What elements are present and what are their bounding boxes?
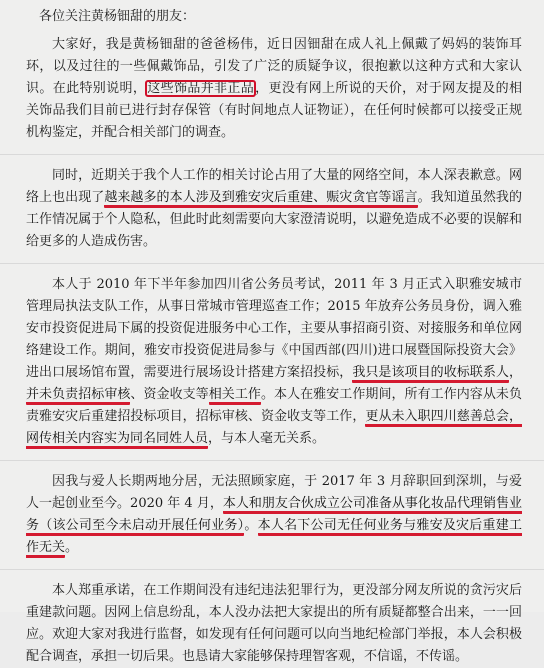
underline-highlight-no-business: 本人名下公司无任何业务与雅安及灾后重建工作无关 bbox=[26, 518, 522, 558]
paragraph-3-text-i: ，与本人毫无关系。 bbox=[208, 431, 326, 446]
paragraph-4-text-a: 因我与爱人长期两地分居，无法照顾家庭，于 2017 年 3 月辞职回到深圳，与爱人一起创业至今。2020 年 4 月， bbox=[26, 474, 522, 511]
divider bbox=[0, 460, 544, 461]
paragraph-3-text-c: ， bbox=[508, 365, 522, 380]
paragraph-2-text-a: 同时，近期关于我个人工作的相关讨论占用了大量的网络空间，本人深表歉意。网络上也出现了 bbox=[26, 168, 522, 205]
underline-highlight-related-work: 相关工作 bbox=[209, 387, 261, 405]
paragraph-4-text-e: 。 bbox=[65, 540, 79, 555]
paragraph-1-text-c: ，更没有网上所说的天价，对于网友提及的相关饰品我们目前已进行封存保管（有时间地点人证物证），在任何时候都可以接受正规机构鉴定，并配合相关部门的调查。 bbox=[26, 81, 522, 140]
paragraph-1-text-a: 大家好，我是黄杨钿甜的爸爸杨伟，近日因钿甜在成人礼上佩戴了妈妈的装饰耳环，以及过往的一些佩戴饰品，引发了广泛的质疑争议，很抱歉以这种方式和大家认识。在此特别说明， bbox=[26, 37, 522, 96]
paragraph-3 bbox=[26, 274, 522, 450]
paragraph-2-text-c: 。我知道虽然我的工作情况属于个人隐私，但此时此刻需要向大家澄清说明，以避免造成不必要的误解和给更多的人造成伤害。 bbox=[26, 190, 522, 249]
greeting: 各位关注黄杨钿甜的朋友： bbox=[39, 9, 196, 24]
paragraph-4-text-c: 。 bbox=[244, 518, 258, 533]
paragraph-3-text-g: 。本人在雅安工作期间，所有工作内容从未负责雅安灾后重建招投标项目，招标审核、资金收支等工作， bbox=[26, 387, 522, 424]
paragraph-5: 本人郑重承诺，在工作期间没有违纪违法犯罪行为，更没部分网友所说的贪污灾后重建款问题。因网上信息纷乱，本人没办法把大家提出的所有质疑都整合出来，一一回应。欢迎大家对我进行监督，如发现有任何问题可以向当地纪检部门举报，本人会积极配合调查，承担一切后果。也恳请大家能够保持理智客观，不信谣，不传谣。 bbox=[26, 583, 522, 664]
underline-highlight-not-review: 并未负责招标审核 bbox=[26, 387, 130, 405]
paragraph-1 bbox=[26, 34, 522, 144]
boxed-highlight-not-genuine: 这些饰品并非正品 bbox=[147, 81, 255, 96]
underline-highlight-charity: 更从未入职四川慈善总会，网传相关内容实为同名同姓人员 bbox=[26, 409, 522, 449]
paragraph-3-text-a: 本人于 2010 年下半年参加四川省公务员考试，2011 年 3 月正式入职雅安城市管理局执法支队工作，从事日常城市管理巡查工作；2015 年放弃公务员身份，调入雅安市投资促进局下属的投资促进服务中心工作，主要从事招商引资、对接服务和单位网络建设工作。期间，雅安市投资促进局参与《中国西部(四川)进口展暨国际投资大会》进出口展场馆布置，需要进行展场设计搭建方案招投标， bbox=[26, 277, 522, 380]
underline-highlight-bid-contact: 我只是该项目的收标联系人 bbox=[352, 365, 509, 383]
underline-highlight-rumors: 越来越多的本人涉及到雅安灾后重建、赈灾贪官等谣言 bbox=[104, 190, 417, 208]
underline-highlight-company: 本人和朋友合伙成立公司准备从事化妆品代理销售业务（该公司至今未启动开展任何业务） bbox=[26, 496, 522, 536]
paragraph-2 bbox=[26, 165, 522, 253]
paragraph-4 bbox=[26, 471, 522, 559]
divider bbox=[0, 154, 544, 155]
divider bbox=[0, 569, 544, 570]
divider bbox=[0, 263, 544, 264]
paragraph-3-text-e: 、资金收支等 bbox=[130, 387, 209, 402]
